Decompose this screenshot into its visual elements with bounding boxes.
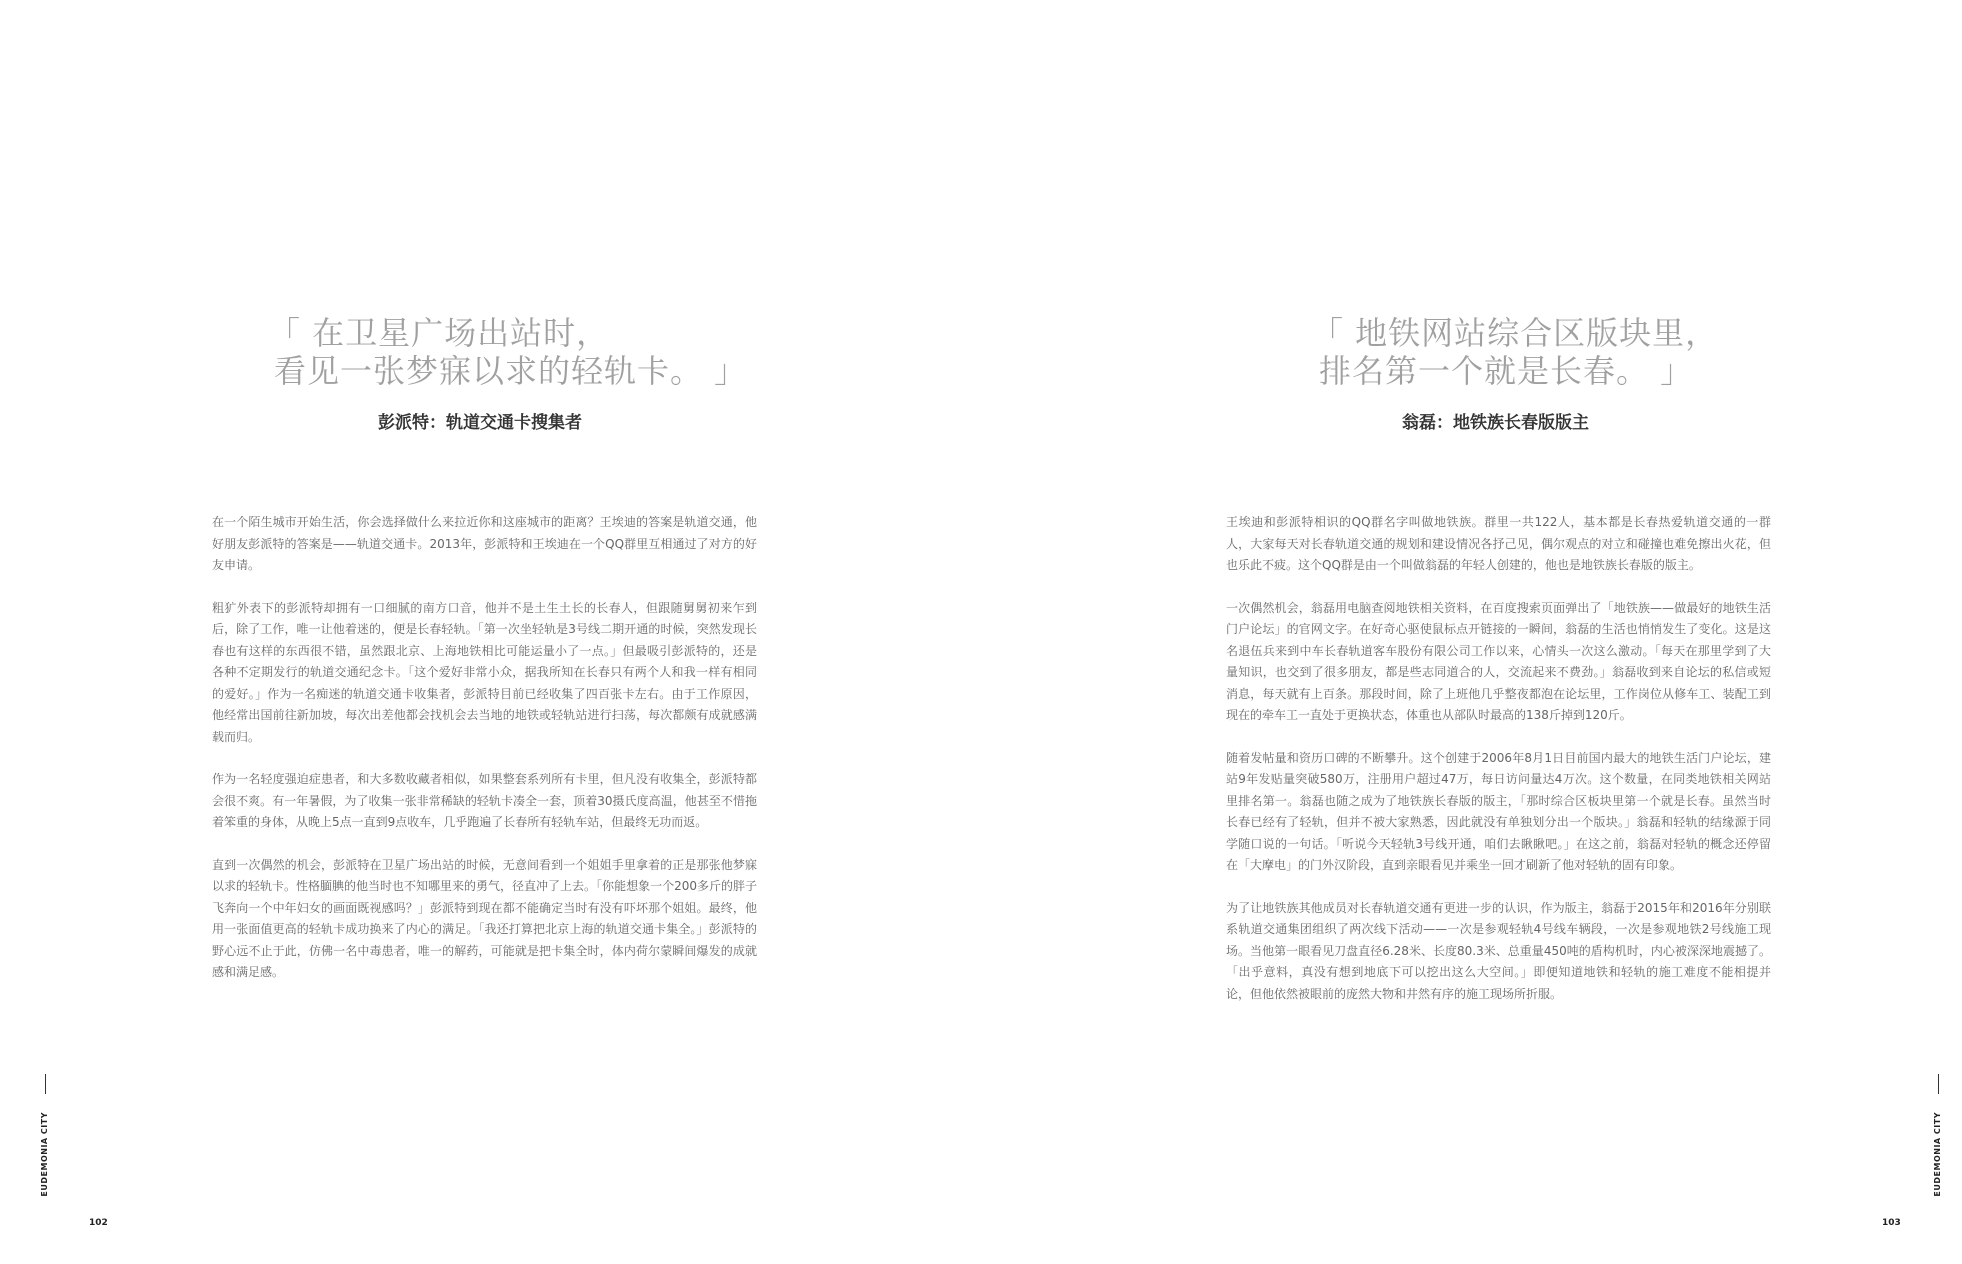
pull-quote-line-1: 「 在卫星广场出站时， bbox=[268, 314, 610, 352]
pull-quote bbox=[268, 314, 747, 390]
page-number: 102 bbox=[89, 1218, 108, 1228]
magazine-side-label: EUDEMONIA CITY bbox=[40, 1112, 49, 1197]
paragraph: 王埃迪和彭派特相识的QQ群名字叫做地铁族。群里一共122人，基本都是长春热爱轨道交通的一群人，大家每天对长春轨道交通的规划和建设情况各抒己见，偶尔观点的对立和碰撞也难免擦出火花，但也乐此不疲。这个QQ群是由一个叫做翁磊的年轻人创建的，他也是地铁族长春版的版主。 bbox=[1226, 515, 1771, 572]
paragraph: 一次偶然机会，翁磊用电脑查阅地铁相关资料，在百度搜索页面弹出了「地铁族——做最好的地铁生活门户论坛」的官网文字。在好奇心驱使鼠标点开链接的一瞬间，翁磊的生活也悄悄发生了变化。这是这名退伍兵来到中车长春轨道客车股份有限公司工作以来，心情头一次这么激动。「每天在那里学到了大量知识，也交到了很多朋友，都是些志同道合的人，交流起来不费劲。」翁磊收到来自论坛的私信或短消息，每天就有上百条。那段时间，除了上班他几乎整夜都泡在论坛里，工作岗位从修车工、装配工到现在的牵车工一直处于更换状态，体重也从部队时最高的138斤掉到120斤。 bbox=[1226, 600, 1771, 722]
byline: 彭派特：轨道交通卡搜集者 bbox=[378, 413, 582, 433]
margin-rule bbox=[45, 1074, 46, 1094]
pull-quote-line-2: 排名第一个就是长春。 」 bbox=[1319, 352, 1694, 390]
paragraph: 在一个陌生城市开始生活，你会选择做什么来拉近你和这座城市的距离？王埃迪的答案是轨道交通，他好朋友彭派特的答案是——轨道交通卡。2013年，彭派特和王埃迪在一个QQ群里互相通过了对方的好友申请。 bbox=[212, 515, 757, 572]
pull-quote-line-2: 看见一张梦寐以求的轻轨卡。 」 bbox=[274, 352, 748, 390]
right-page bbox=[981, 0, 1962, 1264]
page-number: 103 bbox=[1882, 1218, 1901, 1228]
paragraph: 作为一名轻度强迫症患者，和大多数收藏者相似，如果整套系列所有卡里，但凡没有收集全，彭派特都会很不爽。有一年暑假，为了收集一张非常稀缺的轻轨卡凑全一套，顶着30摄氏度高温，他甚至不惜拖着笨重的身体，从晚上5点一直到9点收车，几乎跑遍了长春所有轻轨车站，但最终无功而返。 bbox=[212, 772, 757, 829]
pull-quote bbox=[1311, 314, 1718, 390]
pull-quote-line-1: 「 地铁网站综合区版块里， bbox=[1311, 314, 1719, 352]
article-body bbox=[212, 512, 757, 1005]
paragraph: 直到一次偶然的机会，彭派特在卫星广场出站的时候，无意间看到一个姐姐手里拿着的正是那张他梦寐以求的轻轨卡。性格腼腆的他当时也不知哪里来的勇气，径直冲了上去。「你能想象一个200多斤的胖子飞奔向一个中年妇女的画面既视感吗？」彭派特到现在都不能确定当时有没有吓坏那个姐姐。最终，他用一张面值更高的轻轨卡成功换来了内心的满足。「我还打算把北京上海的轨道交通卡集全。」彭派特的野心远不止于此，仿佛一名中毒患者，唯一的解药，可能就是把卡集全时，体内荷尔蒙瞬间爆发的成就感和满足感。 bbox=[212, 857, 757, 979]
byline: 翁磊：地铁族长春版版主 bbox=[1402, 413, 1589, 433]
article-body bbox=[1226, 512, 1771, 1026]
paragraph: 粗犷外表下的彭派特却拥有一口细腻的南方口音，他并不是土生土长的长春人，但跟随舅舅初来乍到后，除了工作，唯一让他着迷的，便是长春轻轨。「第一次坐轻轨是3号线二期开通的时候，突然发现长春也有这样的东西很不错，虽然跟北京、上海地铁相比可能运量小了一点。」但最吸引彭派特的，还是各种不定期发行的轨道交通纪念卡。「这个爱好非常小众，据我所知在长春只有两个人和我一样有相同的爱好。」作为一名痴迷的轨道交通卡收集者，彭派特目前已经收集了四百张卡左右。由于工作原因，他经常出国前往新加坡，每次出差他都会找机会去当地的地铁或轻轨站进行扫荡，每次都颇有成就感满载而归。 bbox=[212, 600, 757, 744]
magazine-side-label: EUDEMONIA CITY bbox=[1933, 1112, 1942, 1197]
margin-rule bbox=[1938, 1074, 1939, 1094]
paragraph: 为了让地铁族其他成员对长春轨道交通有更进一步的认识，作为版主，翁磊于2015年和2016年分别联系轨道交通集团组织了两次线下活动——一次是参观轻轨4号线车辆段，一次是参观地铁2号线施工现场。当他第一眼看见刀盘直径6.28米、长度80.3米、总重量450吨的盾构机时，内心被深深地震撼了。「出乎意料，真没有想到地底下可以挖出这么大空间。」即便知道地铁和轻轨的施工难度不能相提并论，但他依然被眼前的庞然大物和井然有序的施工现场所折服。 bbox=[1226, 900, 1771, 1001]
paragraph: 随着发帖量和资历口碑的不断攀升。这个创建于2006年8月1日目前国内最大的地铁生活门户论坛，建站9年发贴量突破580万，注册用户超过47万，每日访问量达4万次。这个数量，在同类地铁相关网站里排名第一。翁磊也随之成为了地铁族长春版的版主，「那时综合区板块里第一个就是长春。虽然当时长春已经有了轻轨，但并不被大家熟悉，因此就没有单独划分出一个版块。」翁磊和轻轨的结缘源于同学随口说的一句话。「听说今天轻轨3号线开通，咱们去瞅瞅吧。」在这之前，翁磊对轻轨的概念还停留在「大摩电」的门外汉阶段，直到亲眼看见并乘坐一回才刷新了他对轻轨的固有印象。 bbox=[1226, 750, 1771, 872]
